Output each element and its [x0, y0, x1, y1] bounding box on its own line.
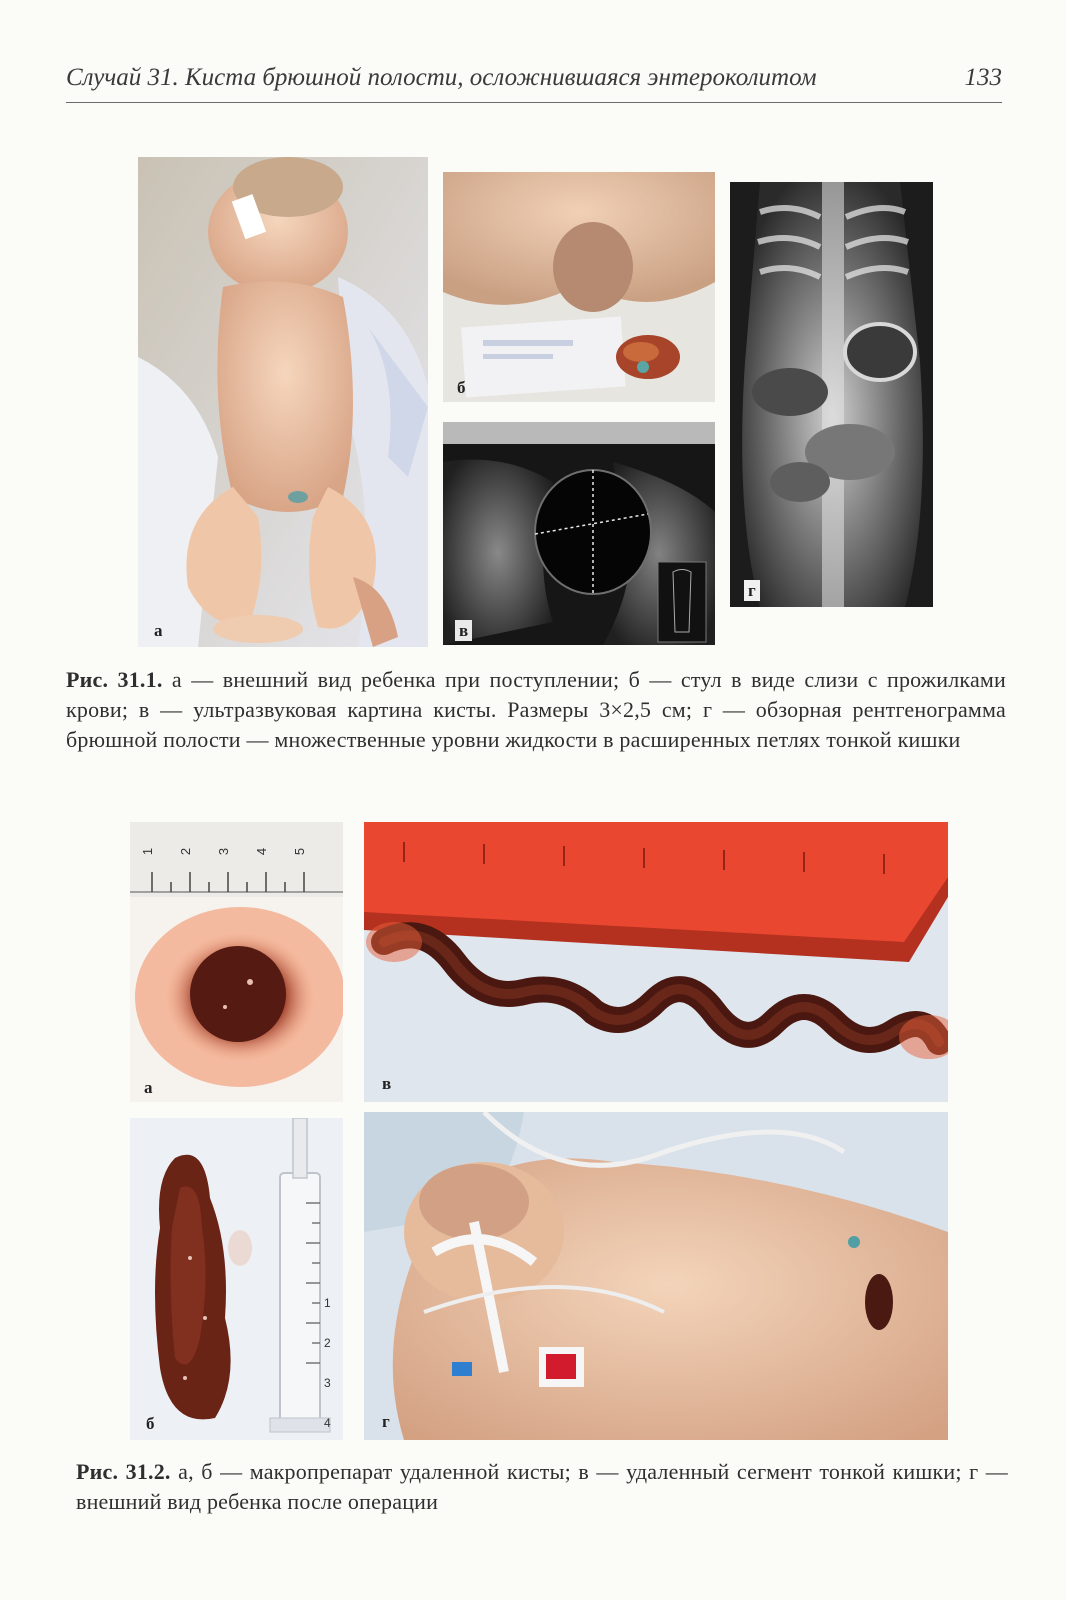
syringe-tick-1: 1	[324, 1296, 331, 1310]
syringe-tick-2: 2	[324, 1336, 331, 1350]
fig1-label-v: в	[455, 620, 472, 641]
ruler-a-tick-5: 5	[292, 847, 308, 856]
fig1-photo-infant	[138, 157, 428, 647]
fig1-photo-stool	[443, 172, 715, 402]
syringe-tick-3: 3	[324, 1376, 331, 1390]
fig1-caption	[66, 665, 1006, 755]
ruler-a-tick-3: 3	[216, 847, 232, 856]
fig1-caption-lead: Рис. 31.1.	[66, 667, 163, 692]
fig2-photo-cyst-syringe	[130, 1118, 343, 1440]
fig1-label-a: а	[154, 621, 163, 640]
fig2-label-a: а	[144, 1078, 153, 1097]
fig1-label-g: г	[744, 580, 760, 601]
fig2-photo-cyst-ruler	[130, 822, 343, 1102]
fig1-label-b: б	[457, 378, 466, 397]
ruler-a-tick-4: 4	[254, 847, 270, 856]
fig2-photo-infant-postop	[364, 1112, 948, 1440]
fig1-photo-xray	[730, 182, 933, 607]
ruler-a-tick-1: 1	[140, 847, 156, 856]
fig2-label-b: б	[146, 1414, 155, 1433]
ruler-a-tick-2: 2	[178, 847, 194, 856]
fig1-caption-text: а — внешний вид ребенка при поступлении; б — стул в виде слизи с прожилками крови; в — ультразвуковая картина кисты. Размеры 3×2,5 см; г — обзорная рентгенограмма брюшной полости — множественные уровни жидкости в расширенных петлях тонкой кишки	[66, 667, 1007, 752]
running-header	[66, 62, 1002, 103]
page-number: 133	[964, 64, 1002, 91]
fig1-photo-ultrasound	[443, 422, 715, 645]
syringe-tick-4: 4	[324, 1416, 331, 1430]
fig2-caption-text: а, б — макропрепарат удаленной кисты; в — удаленный сегмент тонкой кишки; г — внешний вид ребенка после операции	[76, 1459, 1009, 1514]
fig2-label-v: в	[382, 1074, 392, 1093]
fig2-caption-lead: Рис. 31.2.	[76, 1459, 171, 1484]
fig2-caption	[76, 1457, 1008, 1517]
header-title: Случай 31. Киста брюшной полости, осложнившаяся энтероколитом	[66, 64, 817, 91]
fig2-photo-bowel-segment	[364, 822, 948, 1102]
fig2-label-g: г	[382, 1412, 390, 1431]
